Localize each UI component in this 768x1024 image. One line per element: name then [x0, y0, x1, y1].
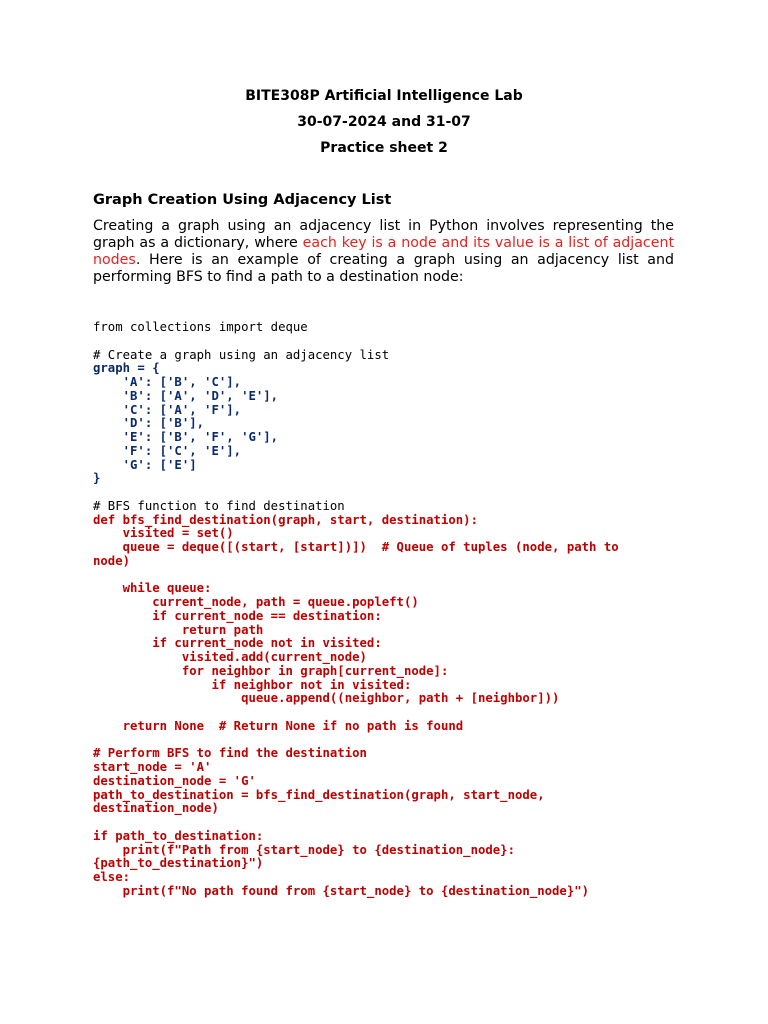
code-line: print(f"Path from {start_node} to {destination_node}: — [93, 842, 515, 857]
code-line: visited.add(current_node) — [93, 650, 367, 664]
intro-paragraph — [93, 218, 674, 286]
code-line: print(f"No path found from {start_node} to {destination_node}") — [93, 883, 590, 898]
section-heading: Graph Creation Using Adjacency List — [93, 192, 392, 208]
code-line: return path — [93, 622, 264, 637]
code-line — [93, 706, 693, 720]
code-line: visited = set() — [93, 526, 234, 541]
code-line: else: — [93, 870, 131, 884]
intro-highlight: each key is a node and its value is a list of adjacent nodes — [93, 235, 675, 268]
code-line: 'A': ['B', 'C'], — [93, 375, 242, 389]
code-line: from collections import deque — [93, 320, 308, 334]
code-block — [93, 321, 693, 899]
code-line — [93, 816, 693, 830]
code-line: destination_node = 'G' — [93, 773, 256, 788]
code-line: 'C': ['A', 'F'], — [93, 402, 242, 417]
course-title: BITE308P Artificial Intelligence Lab — [245, 88, 523, 104]
code-line: def bfs_find_destination(graph, start, destination): — [93, 512, 478, 527]
code-line: if current_node == destination: — [93, 608, 382, 623]
code-line: if current_node not in visited: — [93, 636, 382, 651]
code-line: 'E': ['B', 'F', 'G'], — [93, 430, 279, 444]
code-line: graph = { — [93, 361, 160, 376]
code-line: start_node = 'A' — [93, 760, 212, 774]
intro-text-before: Creating a graph using an adjacency list in Python involves representing the graph as a dictionary, where — [93, 218, 674, 251]
code-line: 'G': ['E'] — [93, 457, 197, 472]
code-line — [93, 335, 693, 349]
code-line: # Perform BFS to find the destination — [93, 746, 367, 761]
code-line: # Create a graph using an adjacency list — [93, 347, 390, 362]
code-line — [93, 569, 693, 583]
code-line: current_node, path = queue.popleft() — [93, 595, 419, 609]
code-line: path_to_destination = bfs_find_destination(graph, start_node, — [93, 787, 545, 802]
code-line: if neighbor not in visited: — [93, 677, 412, 692]
code-line: while queue: — [93, 581, 212, 596]
code-line: # BFS function to find destination — [93, 498, 345, 513]
code-line: queue.append((neighbor, path + [neighbor])) — [93, 691, 560, 706]
code-line: node) — [93, 553, 131, 568]
code-line: if path_to_destination: — [93, 828, 264, 843]
code-line: } — [93, 471, 101, 486]
intro-text-after: . Here is an example of creating a graph using an adjacency list and performing BFS to find a path to a destination node: — [93, 252, 674, 285]
code-line: for neighbor in graph[current_node]: — [93, 663, 449, 678]
code-line: 'D': ['B'], — [93, 416, 205, 431]
code-line: queue = deque([(start, [start])]) # Queue of tuples (node, path to — [93, 540, 619, 554]
sheet-title: Practice sheet 2 — [320, 140, 448, 156]
code-line: return None # Return None if no path is found — [93, 718, 464, 733]
code-line — [93, 486, 693, 500]
lab-dates: 30-07-2024 and 31-07 — [297, 114, 471, 130]
code-line: {path_to_destination}") — [93, 856, 264, 871]
code-line — [93, 734, 693, 748]
code-line: destination_node) — [93, 801, 219, 816]
code-line: 'F': ['C', 'E'], — [93, 443, 242, 458]
code-line: 'B': ['A', 'D', 'E'], — [93, 388, 279, 403]
